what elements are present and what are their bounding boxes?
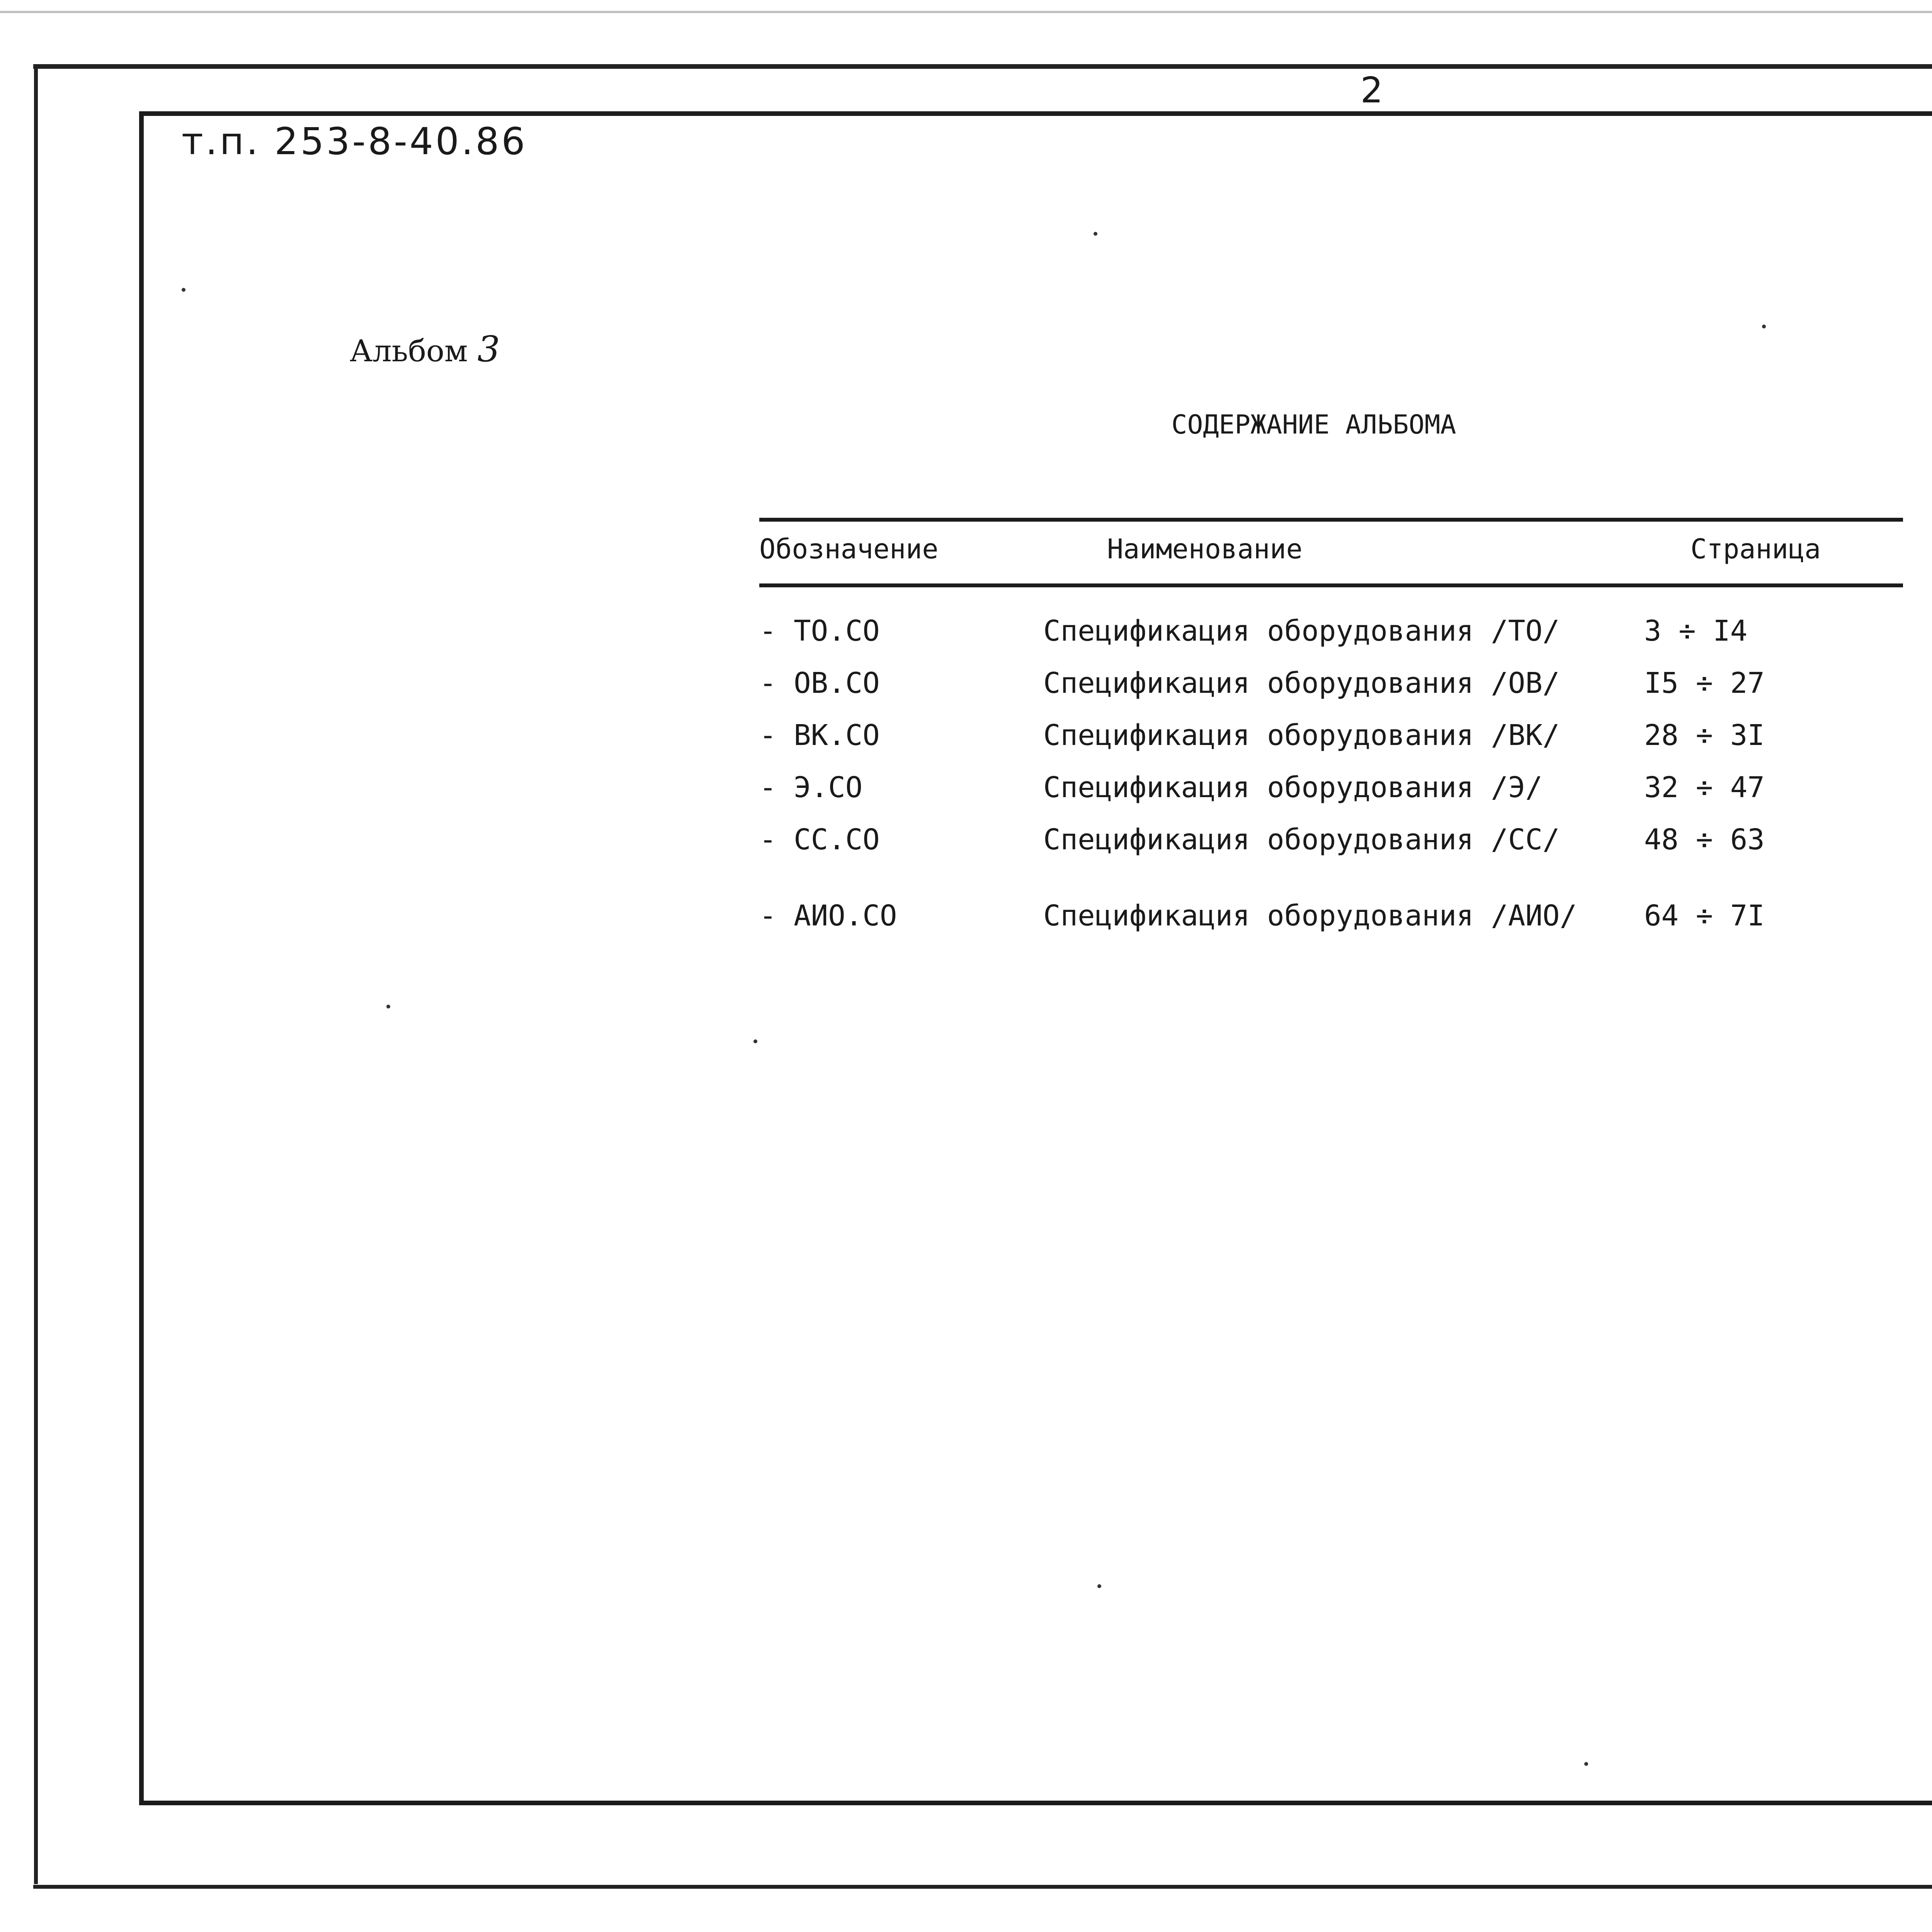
contents-title: СОДЕРЖАНИЕ АЛЬБОМА xyxy=(1171,410,1456,440)
document-code: т.п. 253-8-40.86 xyxy=(182,120,527,163)
table-header-rule xyxy=(759,583,1903,587)
outer-frame-left xyxy=(34,64,38,1884)
table-row xyxy=(759,719,1903,771)
row-name: Спецификация оборудования /Э/ xyxy=(1043,771,1543,804)
scan-speck xyxy=(753,1039,757,1043)
row-designation: - СС.СО xyxy=(759,823,880,856)
row-pages: I5 ÷ 27 xyxy=(1644,667,1765,700)
row-designation: - АИО.СО xyxy=(759,899,897,932)
row-designation: - ВК.СО xyxy=(759,719,880,752)
row-name: Спецификация оборудования /ОВ/ xyxy=(1043,667,1560,700)
row-designation: - ОВ.СО xyxy=(759,667,880,700)
table-row xyxy=(759,823,1903,875)
row-name: Спецификация оборудования /СС/ xyxy=(1043,823,1560,856)
table-row xyxy=(759,667,1903,719)
row-name: Спецификация оборудования /ТО/ xyxy=(1043,614,1560,648)
row-pages: 3 ÷ I4 xyxy=(1644,614,1748,648)
table-header xyxy=(759,522,1903,583)
column-header-name: Наименование xyxy=(1107,533,1303,565)
album-label-text: Альбом xyxy=(350,334,468,369)
table-row xyxy=(759,614,1903,667)
row-pages: 48 ÷ 63 xyxy=(1644,823,1765,856)
scan-speck xyxy=(1762,325,1766,328)
album-number: 3 xyxy=(477,328,500,370)
row-pages: 32 ÷ 47 xyxy=(1644,771,1765,804)
scan-speck xyxy=(1584,1762,1588,1766)
row-designation: - ТО.СО xyxy=(759,614,880,648)
table-body xyxy=(759,614,1903,951)
page-number: 2 xyxy=(1360,70,1383,111)
row-designation: - Э.СО xyxy=(759,771,863,804)
contents-table xyxy=(759,518,1903,951)
row-name: Спецификация оборудования /АИО/ xyxy=(1043,899,1577,932)
column-header-designation: Обозначение xyxy=(759,533,939,565)
column-header-page: Страница xyxy=(1690,533,1821,565)
table-row xyxy=(759,899,1903,951)
scan-speck xyxy=(182,288,185,292)
row-pages: 64 ÷ 7I xyxy=(1644,899,1765,932)
album-label xyxy=(350,328,500,370)
row-pages: 28 ÷ 3I xyxy=(1644,719,1765,752)
table-top-rule xyxy=(759,518,1903,522)
row-name: Спецификация оборудования /ВК/ xyxy=(1043,719,1560,752)
scan-speck xyxy=(386,1005,390,1009)
scan-edge-line xyxy=(0,11,1932,13)
scan-speck xyxy=(1094,232,1097,236)
table-row xyxy=(759,771,1903,823)
scan-speck xyxy=(1097,1584,1101,1588)
outer-frame-bottom xyxy=(33,1885,1932,1889)
